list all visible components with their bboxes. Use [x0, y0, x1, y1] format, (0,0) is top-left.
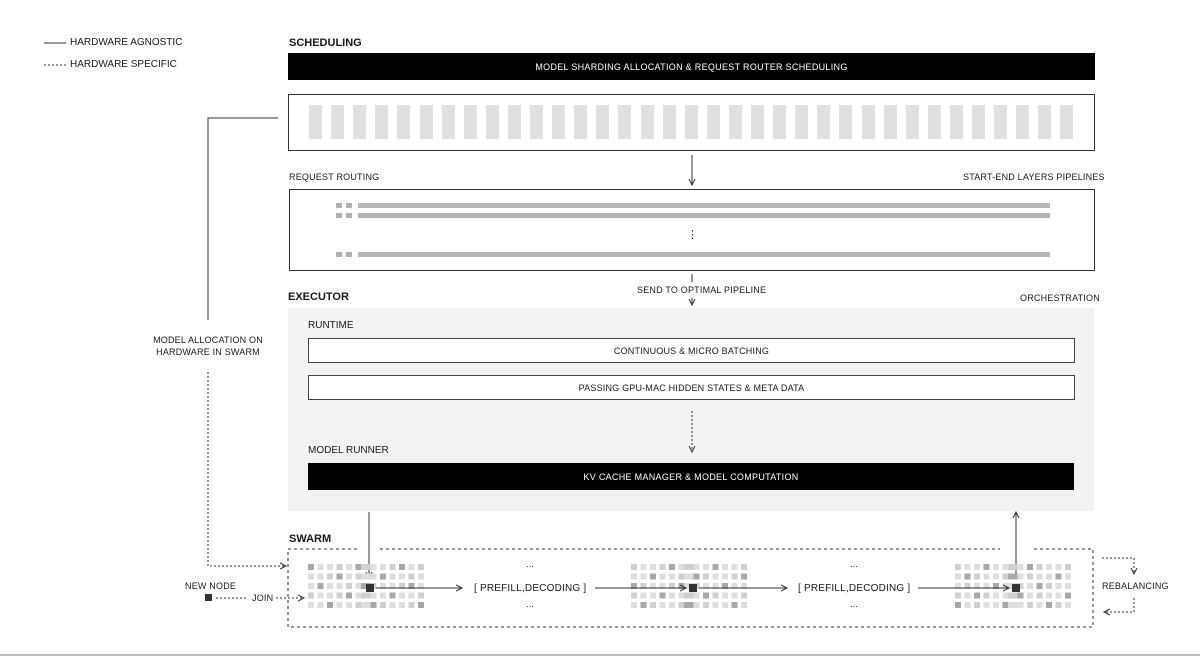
node-cell [679, 564, 685, 570]
node-cell [984, 593, 990, 599]
node-cell [1056, 564, 1062, 570]
node-cell [984, 602, 990, 608]
node-cell [650, 574, 656, 580]
node-cell [732, 602, 738, 608]
node-cell [409, 593, 415, 599]
node-cell [308, 583, 314, 589]
node-cell [380, 564, 386, 570]
node-cell [361, 574, 367, 580]
node-cell [1008, 593, 1014, 599]
node-cell [722, 602, 728, 608]
node-cell [955, 602, 961, 608]
node-cell [371, 593, 377, 599]
node-cell [1065, 583, 1071, 589]
node-cell [1018, 564, 1024, 570]
active-node-2 [689, 584, 697, 592]
join-label: JOIN [252, 593, 274, 603]
node-cell [679, 593, 685, 599]
node-cell [713, 593, 719, 599]
node-cell [327, 583, 333, 589]
node-1-ellipsis-top: ... [526, 559, 535, 569]
node-cell [732, 564, 738, 570]
node-cell [993, 602, 999, 608]
node-cell [327, 574, 333, 580]
node-cell [337, 574, 343, 580]
node-cell [1008, 564, 1014, 570]
node-cell [1003, 574, 1009, 580]
node-cell [669, 593, 675, 599]
node-cell [418, 602, 424, 608]
node-cell [703, 602, 709, 608]
node-1-ellipsis-bottom: ... [526, 599, 535, 609]
node-cell [722, 564, 728, 570]
model-allocation-label: MODEL ALLOCATION ON HARDWARE IN SWARM [153, 335, 263, 357]
node-cell [1065, 574, 1071, 580]
node-cell [669, 602, 675, 608]
node-cell [346, 564, 352, 570]
node-cell [1056, 593, 1062, 599]
node-cell [1046, 593, 1052, 599]
node-cell [1065, 602, 1071, 608]
node-cell [650, 593, 656, 599]
node-cell [337, 583, 343, 589]
orchestration-label: ORCHESTRATION [1020, 293, 1100, 303]
node-cell [356, 593, 362, 599]
node-cell [732, 593, 738, 599]
node-cell [1046, 574, 1052, 580]
pipelines-label: START-END LAYERS PIPELINES [963, 172, 1105, 182]
node-cell [1003, 602, 1009, 608]
node-cell [641, 574, 647, 580]
node-cell [356, 574, 362, 580]
node-cell [1037, 593, 1043, 599]
node-cell [694, 564, 700, 570]
node-cell [660, 593, 666, 599]
node-cell [741, 564, 747, 570]
node-cell [993, 564, 999, 570]
node-cell [1018, 574, 1024, 580]
node-cell [371, 574, 377, 580]
kv-cache-bar: KV CACHE MANAGER & MODEL COMPUTATION [308, 463, 1074, 490]
node-cell [660, 564, 666, 570]
node-cell [694, 574, 700, 580]
node-cell [984, 574, 990, 580]
node-cell [1037, 564, 1043, 570]
node-cell [380, 602, 386, 608]
legend-hardware-agnostic: HARDWARE AGNOSTIC [70, 37, 183, 48]
node-cell [308, 593, 314, 599]
node-cell [955, 574, 961, 580]
node-cell [1027, 593, 1033, 599]
node-cell [346, 602, 352, 608]
node-cell [327, 593, 333, 599]
node-cell [1046, 602, 1052, 608]
node-cell [984, 564, 990, 570]
node-cell [390, 574, 396, 580]
node-cell [380, 593, 386, 599]
node-cell [650, 602, 656, 608]
node-cell [631, 593, 637, 599]
node-cell [1027, 583, 1033, 589]
scheduling-bar: MODEL SHARDING ALLOCATION & REQUEST ROUTER SCHEDULING [288, 53, 1095, 80]
hidden-states-box: PASSING GPU-MAC HIDDEN STATES & META DATA [308, 375, 1075, 400]
node-cell [346, 583, 352, 589]
batching-box: CONTINUOUS & MICRO BATCHING [308, 338, 1075, 363]
node-cell [694, 593, 700, 599]
node-cell [380, 574, 386, 580]
node-cell [361, 593, 367, 599]
node-cell [679, 574, 685, 580]
phase-label-2: [ PREFILL,DECODING ] [798, 583, 911, 594]
node-cell [1027, 574, 1033, 580]
node-cell [1003, 564, 1009, 570]
node-cell [684, 574, 690, 580]
node-cell [399, 574, 405, 580]
swarm-title: SWARM [289, 533, 332, 545]
node-cell [337, 593, 343, 599]
node-cell [308, 574, 314, 580]
active-node-1 [366, 584, 374, 592]
node-cell [1056, 583, 1062, 589]
node-cell [1018, 602, 1024, 608]
node-cell [1008, 602, 1014, 608]
node-cell [308, 564, 314, 570]
node-cell [631, 602, 637, 608]
node-cell [390, 564, 396, 570]
node-cell [641, 602, 647, 608]
node-cell [1037, 583, 1043, 589]
new-node-label: NEW NODE [185, 581, 237, 591]
node-cell [390, 593, 396, 599]
node-cell [318, 564, 324, 570]
legend-hardware-specific: HARDWARE SPECIFIC [70, 59, 177, 70]
node-cell [318, 574, 324, 580]
node-cell [1046, 564, 1052, 570]
node-cell [703, 574, 709, 580]
allocation-dotted-arrow [208, 372, 286, 566]
node-cell [684, 564, 690, 570]
node-cell [679, 602, 685, 608]
node-cell [1027, 564, 1033, 570]
node-cell [955, 564, 961, 570]
node-cell [1056, 602, 1062, 608]
node-cell [955, 593, 961, 599]
node-cell [1037, 602, 1043, 608]
scheduling-title: SCHEDULING [289, 37, 362, 49]
node-cell [361, 564, 367, 570]
node-cell [713, 602, 719, 608]
node-cell [361, 602, 367, 608]
node-2-ellipsis-top: ... [850, 559, 859, 569]
model-runner-label: MODEL RUNNER [308, 445, 389, 456]
node-cell [318, 602, 324, 608]
node-cell [974, 602, 980, 608]
node-cell [722, 593, 728, 599]
node-cell [974, 574, 980, 580]
active-node-3 [1012, 584, 1020, 592]
node-cell [684, 593, 690, 599]
node-2-ellipsis-bottom: ... [850, 599, 859, 609]
node-cell [356, 602, 362, 608]
node-cell [318, 583, 324, 589]
node-cell [631, 574, 637, 580]
node-cell [327, 564, 333, 570]
node-cell [390, 602, 396, 608]
node-cell [684, 602, 690, 608]
node-cell [356, 564, 362, 570]
node-cell [965, 593, 971, 599]
node-cell [318, 593, 324, 599]
runtime-label: RUNTIME [308, 320, 354, 331]
node-cell [631, 564, 637, 570]
rebalancing-label: REBALANCING [1102, 581, 1169, 591]
node-cell [669, 574, 675, 580]
node-cell [641, 593, 647, 599]
node-cell [703, 564, 709, 570]
node-cell [1065, 593, 1071, 599]
node-cell [399, 564, 405, 570]
node-cell [409, 564, 415, 570]
node-cell [741, 593, 747, 599]
node-cell [308, 602, 314, 608]
node-cell [1003, 593, 1009, 599]
node-cell [722, 574, 728, 580]
node-cell [669, 564, 675, 570]
node-cell [965, 564, 971, 570]
node-cell [694, 602, 700, 608]
routing-ellipsis: ⋮ [687, 229, 699, 241]
node-cell [409, 574, 415, 580]
node-cell [409, 602, 415, 608]
node-cell [1018, 593, 1024, 599]
node-cell [418, 574, 424, 580]
request-routing-label: REQUEST ROUTING [289, 172, 380, 182]
rebalance-back-arrow [1104, 598, 1134, 612]
node-cell [346, 593, 352, 599]
node-cell [337, 602, 343, 608]
node-cell [327, 602, 333, 608]
node-cell [703, 593, 709, 599]
node-cell [993, 574, 999, 580]
node-cell [660, 602, 666, 608]
node-cell [993, 593, 999, 599]
node-cell [399, 593, 405, 599]
node-cell [974, 564, 980, 570]
node-cell [713, 574, 719, 580]
node-cell [741, 602, 747, 608]
node-cell [1037, 574, 1043, 580]
phase-label-1: [ PREFILL,DECODING ] [474, 583, 587, 594]
node-cell [418, 564, 424, 570]
node-cell [399, 602, 405, 608]
node-cell [337, 564, 343, 570]
new-node-square [205, 594, 212, 601]
allocation-bracket-line [208, 118, 278, 320]
node-cell [650, 564, 656, 570]
node-cell [1056, 574, 1062, 580]
node-cell [371, 564, 377, 570]
node-cell [1046, 583, 1052, 589]
node-cell [732, 574, 738, 580]
node-cell [713, 564, 719, 570]
node-cell [660, 574, 666, 580]
node-cell [965, 574, 971, 580]
send-to-pipeline-label: SEND TO OPTIMAL PIPELINE [637, 285, 767, 295]
node-cell [346, 574, 352, 580]
node-cell [1008, 574, 1014, 580]
node-cell [965, 602, 971, 608]
node-cell [1065, 564, 1071, 570]
node-cell [1027, 602, 1033, 608]
node-cell [974, 593, 980, 599]
node-cell [418, 593, 424, 599]
node-cell [371, 602, 377, 608]
node-cell [741, 574, 747, 580]
node-cell [641, 564, 647, 570]
node-cell [356, 583, 362, 589]
executor-title: EXECUTOR [288, 291, 349, 303]
rebalance-down-arrow [1102, 558, 1134, 574]
